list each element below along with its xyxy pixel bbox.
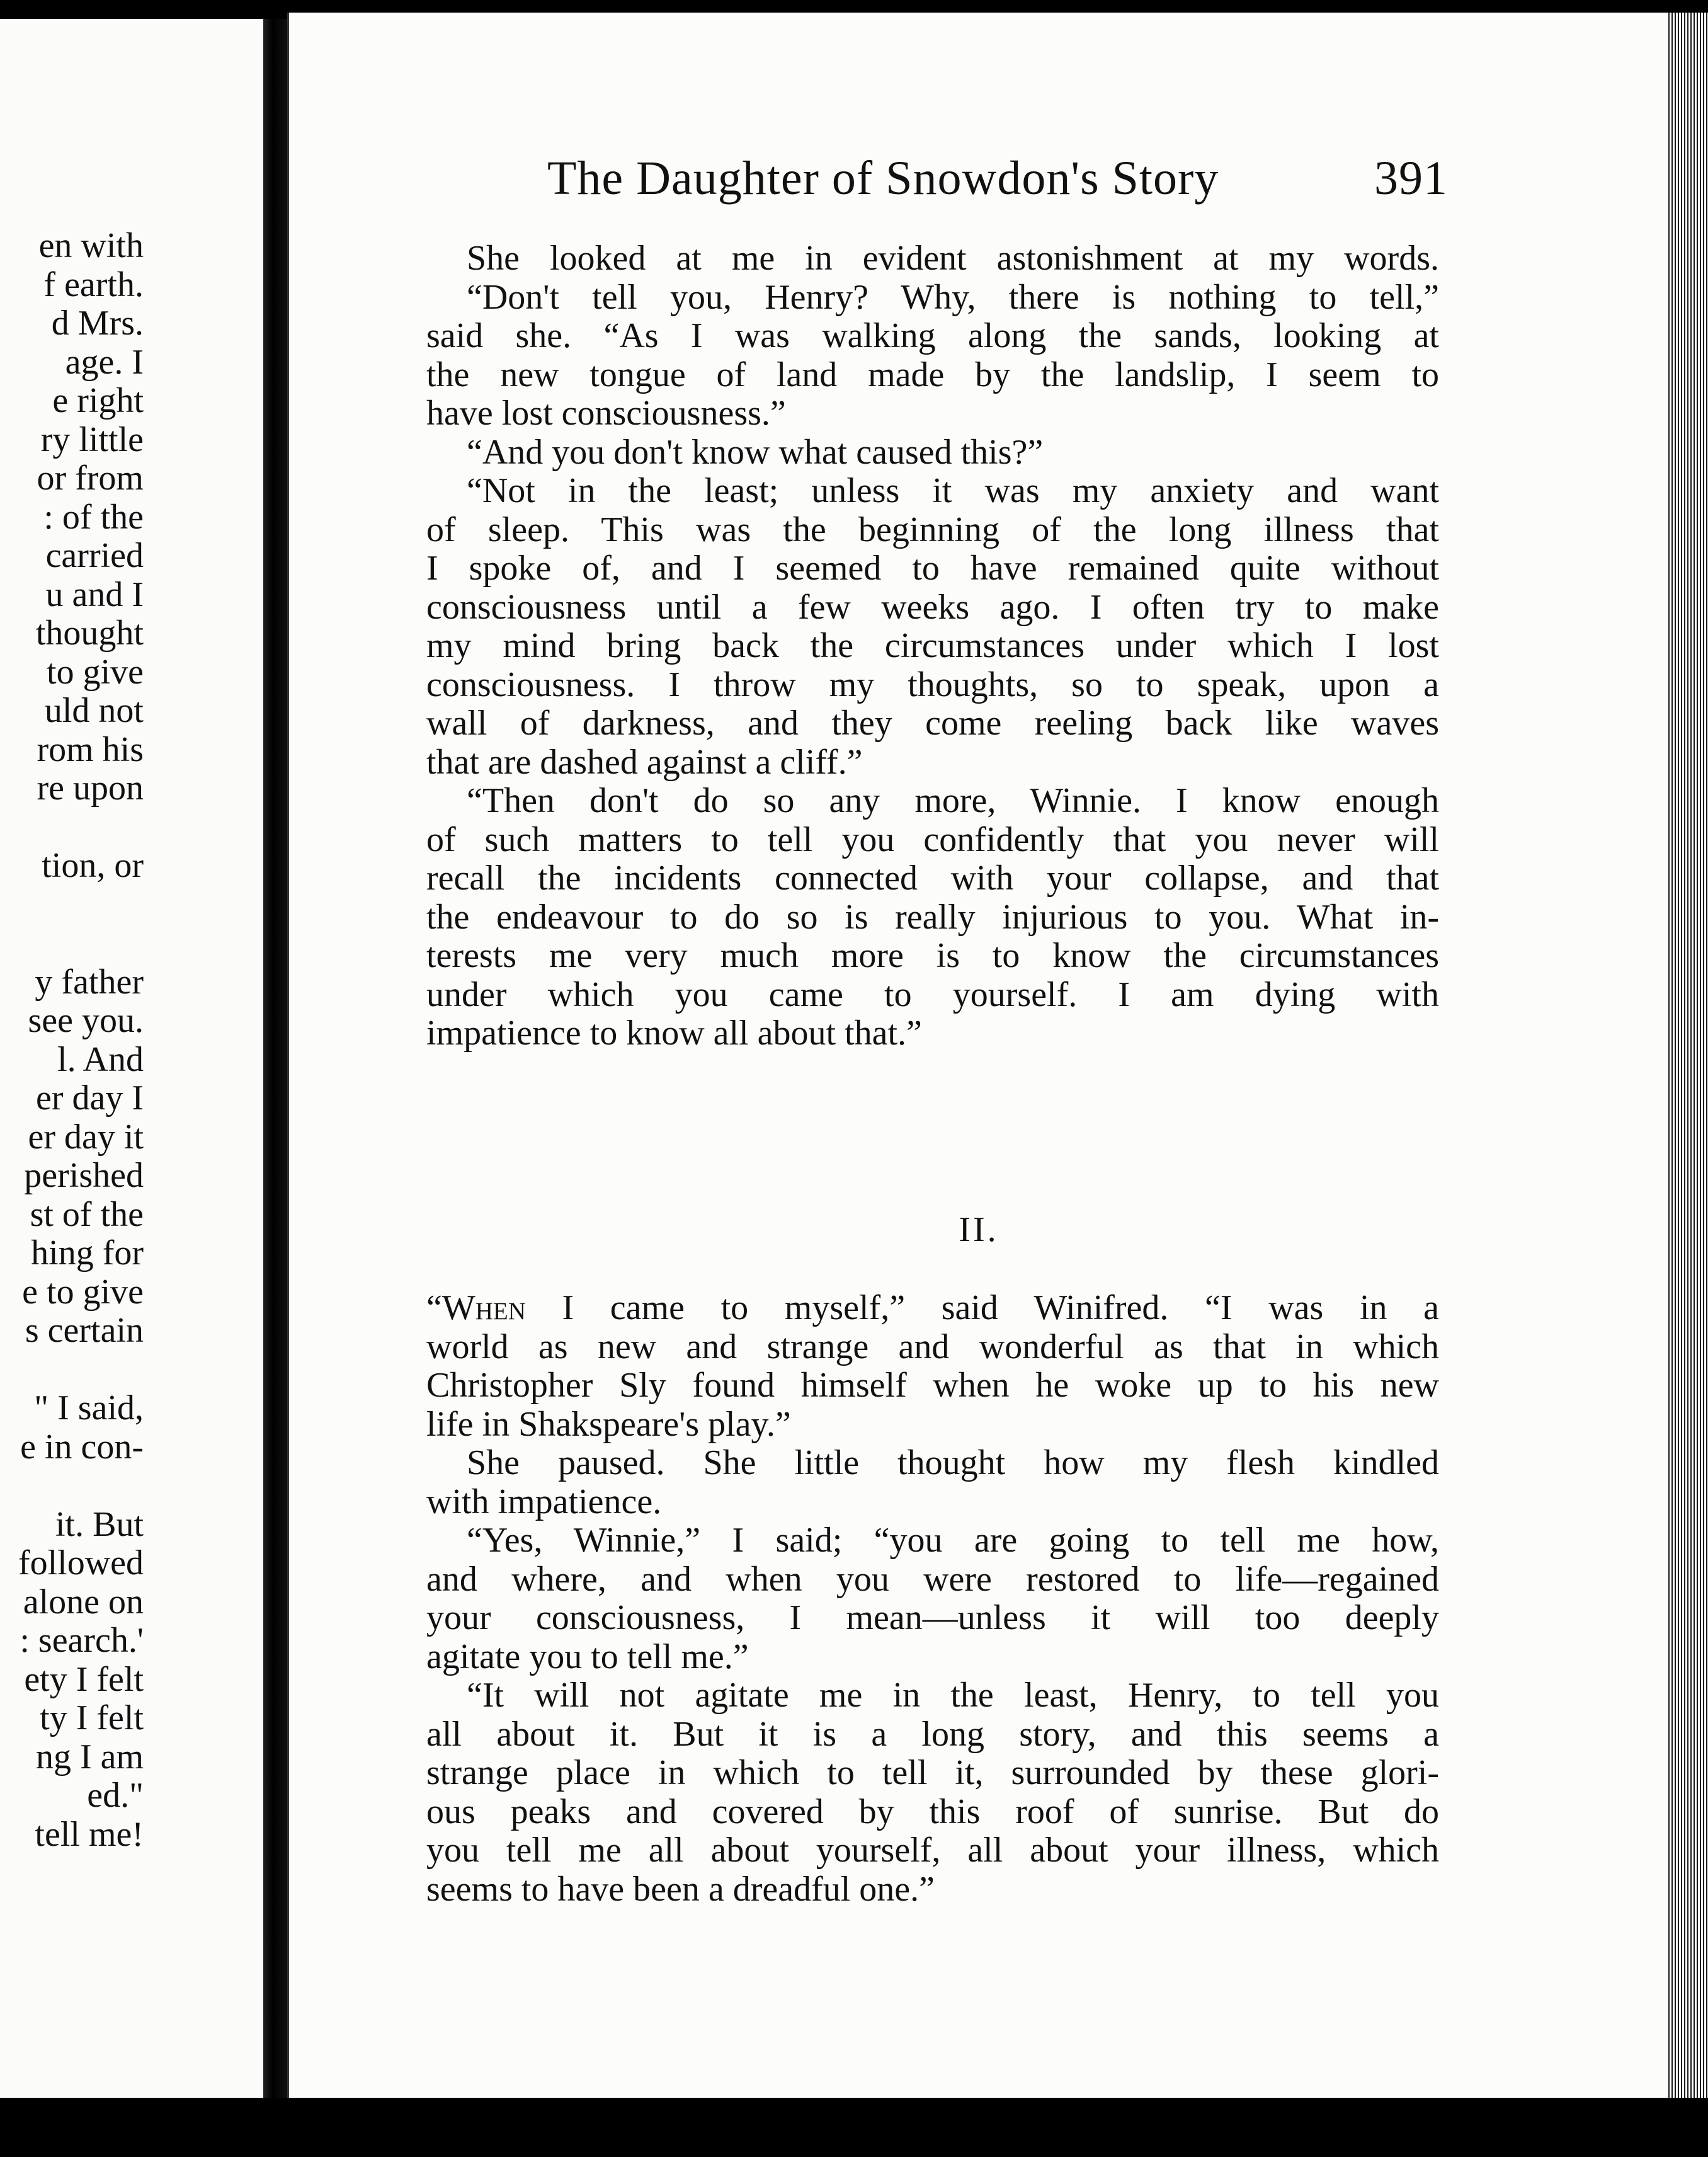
left-page-line [0, 924, 144, 963]
text-line: “And you don't know what caused this?” [467, 432, 1044, 472]
section-2-opening-line: “When I came to myself,” said Winifred. “I was in a [426, 1288, 1439, 1327]
text-line: wall of darkness, and they come reeling back like waves [426, 704, 1439, 743]
left-page-line: uld not [44, 691, 144, 730]
running-title: The Daughter of Snowdon's Story [547, 152, 1219, 205]
left-page-line [0, 886, 144, 925]
left-page-line: ed." [87, 1776, 144, 1815]
text-line: agitate you to tell me.” [426, 1637, 749, 1676]
text-line: you tell me all about yourself, all about your illness, which [426, 1831, 1439, 1870]
text-line: consciousness. I throw my thoughts, so to speak, upon a [426, 665, 1439, 704]
text-line: “Not in the least; unless it was my anxiety and want [467, 471, 1439, 510]
text-line: have lost consciousness.” [426, 394, 786, 433]
book-gutter [263, 19, 287, 2098]
text-block-section-1-end [426, 239, 1439, 1053]
left-page-line: followed [18, 1543, 144, 1582]
left-page-line: : search.' [20, 1621, 144, 1660]
page-number: 391 [1374, 152, 1448, 205]
left-page-line: see you. [28, 1001, 144, 1040]
text-line: “Don't tell you, Henry? Why, there is nothing to tell,” [467, 277, 1439, 317]
left-page-line: e in con- [20, 1427, 144, 1467]
text-line: that are dashed against a cliff.” [426, 742, 863, 782]
left-page-line: ety I felt [24, 1659, 144, 1699]
left-page-line: s certain [25, 1311, 144, 1350]
text-line: my mind bring back the circumstances under which I lost [426, 626, 1439, 665]
text-line: and where, and when you were restored to life—regained [426, 1559, 1439, 1599]
left-page-line: " I said, [34, 1388, 144, 1428]
left-page-line: carried [45, 536, 144, 575]
text-line: of sleep. This was the beginning of the long illness that [426, 510, 1439, 549]
text-line: seems to have been a dreadful one.” [426, 1869, 935, 1909]
text-line: “Then don't do so any more, Winnie. I know enough [467, 781, 1439, 820]
text-line: She looked at me in evident astonishment at my words. [467, 239, 1439, 278]
text-line: I spoke of, and I seemed to have remained quite without [426, 549, 1439, 588]
text-line: ous peaks and covered by this roof of sunrise. But do [426, 1792, 1439, 1831]
left-page-line [0, 1351, 144, 1390]
left-page-line: e right [52, 381, 144, 420]
text-line: your consciousness, I mean—unless it will too deeply [426, 1598, 1439, 1637]
left-page-line: hing for [31, 1233, 144, 1273]
text-line: said she. “As I was walking along the sands, looking at [426, 316, 1439, 355]
drop-small-caps-word: When [441, 1288, 526, 1327]
text-line: “It will not agitate me in the least, Henry, to tell you [467, 1676, 1439, 1715]
text-line: consciousness until a few weeks ago. I often try to make [426, 587, 1439, 627]
left-page-line: ty I felt [40, 1698, 144, 1737]
text-line: under which you came to yourself. I am dying with [426, 975, 1439, 1014]
text-line: recall the incidents connected with your collapse, and that [426, 859, 1439, 898]
left-page-line: d Mrs. [51, 304, 144, 343]
left-page-line: rom his [37, 729, 144, 769]
left-page-line: thought [35, 614, 144, 653]
left-page-line: er day it [28, 1117, 144, 1157]
left-page-line [0, 1467, 144, 1506]
text-line: “Yes, Winnie,” I said; “you are going to tell me how, [467, 1521, 1439, 1560]
left-page-line: e to give [22, 1272, 144, 1312]
left-page-line: f earth. [43, 265, 144, 304]
text-line: of such matters to tell you confidently that you never will [426, 820, 1439, 859]
text-line: world as new and strange and wonderful as that in which [426, 1327, 1439, 1366]
left-page-line: tell me! [35, 1814, 144, 1854]
page-edges [1666, 13, 1708, 2117]
text-line: with impatience. [426, 1482, 662, 1521]
text-block-section-2 [426, 1289, 1439, 1909]
left-page-line: alone on [23, 1582, 144, 1622]
left-page-line: or from [37, 459, 144, 498]
left-page-line: re upon [37, 769, 144, 808]
text-line: strange place in which to tell it, surrounded by these glori- [426, 1753, 1439, 1792]
text-line: Christopher Sly found himself when he woke up to his new [426, 1366, 1439, 1405]
text-line: She paused. She little thought how my flesh kindled [467, 1443, 1439, 1482]
left-page-line: u and I [45, 575, 144, 614]
left-page [0, 19, 263, 2098]
left-page-line: tion, or [42, 846, 144, 885]
scan-bottom-border [0, 2098, 1708, 2157]
left-page-text [0, 227, 144, 1854]
text-line: the endeavour to do so is really injurious to you. What in- [426, 897, 1439, 937]
text-line: all about it. But it is a long story, and this seems a [426, 1714, 1439, 1754]
left-page-line: perished [24, 1156, 144, 1195]
left-page-line [0, 808, 144, 847]
left-page-line: it. But [55, 1504, 144, 1544]
left-page-line: age. I [65, 342, 144, 382]
right-page [287, 13, 1668, 2104]
left-page-line: ry little [40, 420, 144, 459]
left-page-line: st of the [30, 1194, 144, 1234]
left-page-line: to give [47, 652, 144, 692]
text-line: impatience to know all about that.” [426, 1014, 922, 1053]
left-page-line: l. And [57, 1039, 144, 1079]
text-line: life in Shakspeare's play.” [426, 1404, 791, 1444]
left-page-line: : of the [43, 497, 144, 537]
left-page-line: en with [38, 226, 144, 265]
left-page-line: ng I am [35, 1737, 144, 1777]
left-page-line: er day I [35, 1078, 144, 1118]
text-line: terests me very much more is to know the circumstances [426, 936, 1439, 975]
left-page-line: y father [35, 962, 144, 1002]
section-heading: II. [959, 1210, 999, 1249]
text-line: the new tongue of land made by the landslip, I seem to [426, 355, 1439, 394]
